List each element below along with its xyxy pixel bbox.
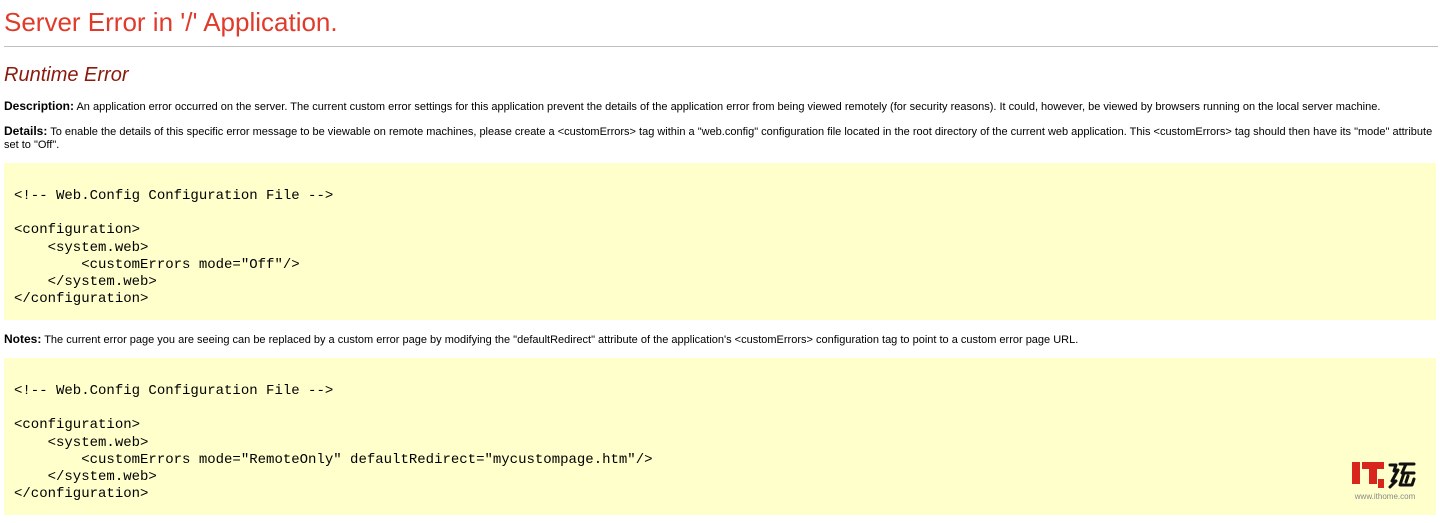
ithome-watermark (1350, 461, 1420, 503)
details-text: To enable the details of this specific error message to be viewable on remote machines, please create a <customErrors> tag within a "web.config" configuration file located in the root directory of the current web application. This <customErrors> tag should then have its "mode" attribute set to "Off". (4, 126, 1433, 151)
code-line: <customErrors mode="Off"/> (14, 256, 300, 273)
code-block-off-content (14, 188, 333, 308)
watermark-url: www.ithome.com (1354, 492, 1416, 501)
details-paragraph (4, 125, 1436, 152)
description-label: Description: (4, 99, 75, 113)
ithome-logo-icon (1352, 461, 1418, 489)
code-block-off (4, 163, 1436, 320)
code-line: <!-- Web.Config Configuration File --> (14, 383, 334, 399)
code-line: <!-- Web.Config Configuration File --> (14, 188, 334, 204)
code-line: <configuration> (14, 222, 141, 239)
code-line (14, 205, 333, 222)
description-text: An application error occurred on the server. The current custom error settings for this application prevent the details of the application error from being viewed remotely (for security reasons). It could, however, be viewed by browsers running on the local server machine. (74, 101, 1381, 113)
code-line: </system.web> (14, 468, 157, 485)
code-line: <configuration> (14, 417, 141, 434)
code-line: <customErrors mode="RemoteOnly" defaultRedirect="mycustompage.htm"/> (14, 451, 653, 468)
description-paragraph (4, 100, 1436, 114)
notes-label: Notes: (4, 332, 42, 346)
code-line: <system.web> (14, 239, 149, 256)
code-block-remote-only-content (14, 383, 653, 503)
notes-text: The current error page you are seeing can be replaced by a custom error page by modifying the "defaultRedirect" attribute of the application's <customErrors> configuration tag to point to a custom error page URL. (41, 334, 1079, 346)
code-line (14, 400, 653, 417)
code-line: <system.web> (14, 434, 149, 451)
code-line: </system.web> (14, 273, 157, 290)
notes-paragraph (4, 333, 1436, 347)
page-subtitle: Runtime Error (4, 64, 129, 86)
details-label: Details: (4, 124, 48, 138)
code-line: </configuration> (14, 486, 149, 503)
page-title: Server Error in '/' Application. (4, 7, 338, 37)
code-block-remote-only (4, 358, 1436, 515)
code-line: </configuration> (14, 291, 149, 308)
title-divider (4, 46, 1438, 47)
